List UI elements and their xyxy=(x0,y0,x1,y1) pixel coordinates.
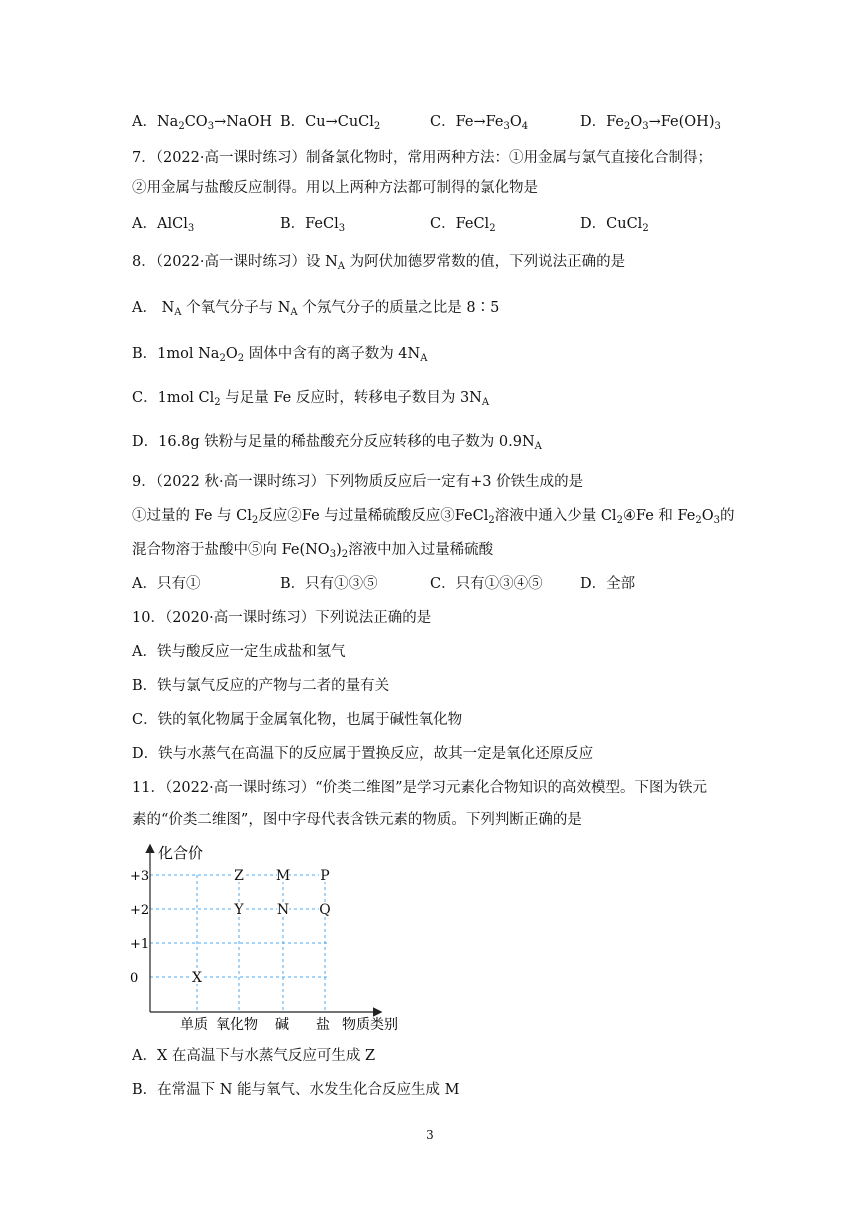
valence-class-diagram-svg xyxy=(130,840,430,1035)
q9-stem-line3: 混合物溶于盐酸中⑤向 $Fe(NO_3)_2$溶液中加入过量稀硫酸 xyxy=(132,542,494,560)
x-axis-title: 物质类别 xyxy=(342,1017,398,1033)
x-tick-label: 氧化物 xyxy=(216,1017,258,1033)
point-label-m: M xyxy=(275,868,291,884)
q11-option-b: B．在常温下 N 能与氧气、水发生化合反应生成 M xyxy=(132,1082,460,1098)
q7-stem-line2: ②用金属与盐酸反应制得。用以上两种方法都可制得的氯化物是 xyxy=(132,180,538,196)
y-tick-label: +2 xyxy=(130,903,150,918)
q9-option-b: B．只有①③⑤ xyxy=(280,576,378,592)
q10-stem: 10．（2020·高一课时练习）下列说法正确的是 xyxy=(132,610,432,626)
q8-option-b: B．1mol $Na_2O_2$ 固体中含有的离子数为 $4N_A$ xyxy=(132,346,428,364)
q11-stem-line1: 11．（2022·高一课时练习）“价类二维图”是学习元素化合物知识的高效模型。下图为铁元 xyxy=(132,780,708,796)
y-tick-label: +1 xyxy=(130,937,150,952)
q9-stem-line1: 9．（2022 秋·高一课时练习）下列物质反应后一定有+3 价铁生成的是 xyxy=(132,474,584,490)
y-axis-title: 化合价 xyxy=(158,844,204,862)
q6-option-b: B．Cu→CuCl$_2$ xyxy=(280,114,381,132)
q10-option-a: A．铁与酸反应一定生成盐和氢气 xyxy=(132,644,346,660)
point-label-n: N xyxy=(276,902,290,918)
q7-option-d: D．CuCl$_2$ xyxy=(580,216,649,234)
q8-option-d: D．16.8g 铁粉与足量的稀盐酸充分反应转移的电子数为 $0.9N_A$ xyxy=(132,434,542,452)
q8-option-a: A． $N_A$ 个氧气分子与 $N_A$ 个氖气分子的质量之比是 8∶5 xyxy=(132,300,500,318)
q7-option-a: A．AlCl$_3$ xyxy=(132,216,195,234)
q6-option-a: A．$Na_2CO_3\to NaOH$ xyxy=(132,114,273,132)
q7-option-c: C．FeCl$_2$ xyxy=(430,216,496,234)
point-label-p: P xyxy=(320,868,330,884)
x-tick-label: 碱 xyxy=(275,1017,289,1033)
point-label-q: Q xyxy=(319,902,331,918)
q11-stem-line2: 素的“价类二维图”，图中字母代表含铁元素的物质。下列判断正确的是 xyxy=(132,812,582,828)
point-label-y: Y xyxy=(234,902,244,918)
page-number: 3 xyxy=(426,1128,434,1142)
q9-option-c: C．只有①③④⑤ xyxy=(430,576,543,592)
point-label-x: X xyxy=(192,970,202,986)
q7-stem-line1: 7．（2022·高一课时练习）制备氯化物时，常用两种方法：①用金属与氯气直接化合制得； xyxy=(132,150,712,166)
q6-option-d: D．$Fe_2O_3\to Fe(OH)_3$ xyxy=(580,114,721,132)
q10-option-b: B．铁与氯气反应的产物与二者的量有关 xyxy=(132,678,390,694)
x-tick-label: 盐 xyxy=(316,1017,330,1033)
q11-option-a: A．X 在高温下与水蒸气反应可生成 Z xyxy=(132,1048,376,1064)
q9-stem-line2: ①过量的 Fe 与 $Cl_2$反应②Fe 与过量稀硫酸反应③FeCl$_2$溶液中通入少量 $Cl_2④Fe$ 和 $Fe_2O_3$的 xyxy=(132,508,735,526)
q9-option-d: D．全部 xyxy=(580,576,636,592)
q8-option-c: C．1mol $Cl_2$ 与足量 Fe 反应时，转移电子数目为 $3N_A$ xyxy=(132,390,490,408)
valence-class-diagram xyxy=(130,840,430,1035)
q10-option-c: C．铁的氧化物属于金属氧化物，也属于碱性氧化物 xyxy=(132,712,463,728)
point-label-z: Z xyxy=(234,868,244,884)
q6-option-c: C．$Fe\to Fe_3O_4$ xyxy=(430,114,529,132)
y-tick-label: 0 xyxy=(130,971,139,986)
x-tick-label: 单质 xyxy=(180,1017,208,1033)
y-tick-label: +3 xyxy=(130,869,150,884)
q9-option-a: A．只有① xyxy=(132,576,201,592)
q7-option-b: B．FeCl$_3$ xyxy=(280,216,346,234)
q8-stem: 8．（2022·高一课时练习）设 $N_A$ 为阿伏加德罗常数的值，下列说法正确的是 xyxy=(132,254,626,272)
q10-option-d: D．铁与水蒸气在高温下的反应属于置换反应，故其一定是氧化还原反应 xyxy=(132,746,594,762)
